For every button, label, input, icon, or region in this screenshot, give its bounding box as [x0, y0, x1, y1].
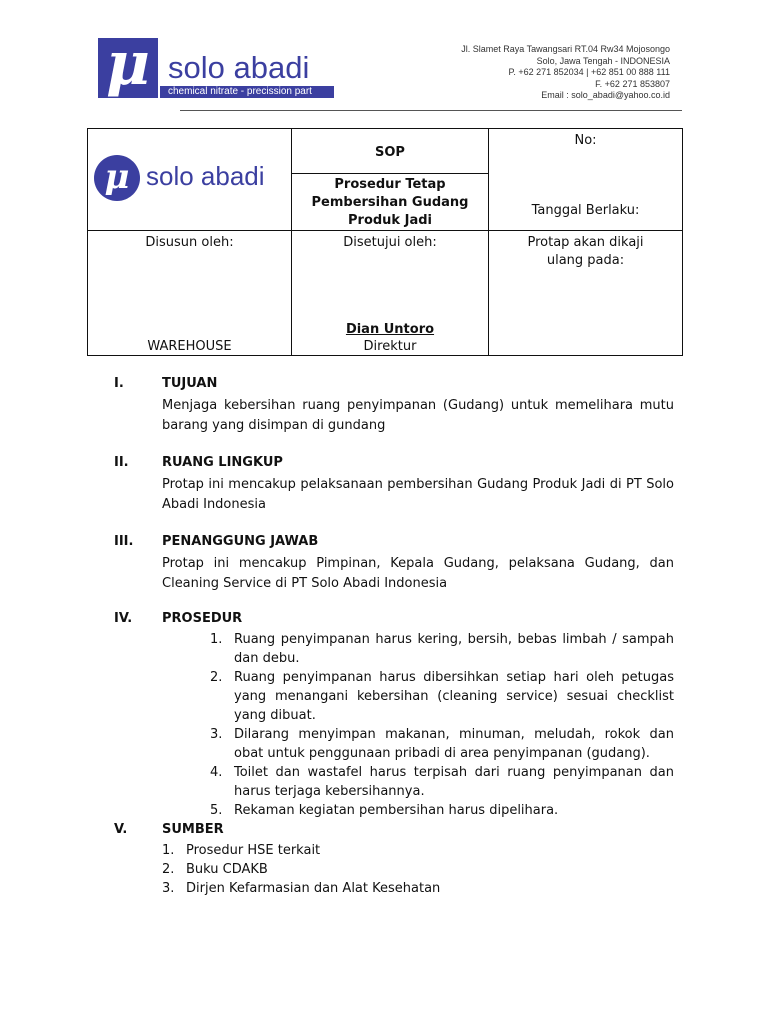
letterhead-company-name: solo abadi — [168, 50, 310, 85]
address-line: P. +62 271 852034 | +62 851 00 888 111 — [508, 67, 670, 77]
address-line: Email : solo_abadi@yahoo.co.id — [541, 90, 670, 100]
review-cell — [489, 231, 683, 356]
table-logo-cell — [88, 129, 292, 231]
approver-role: Direktur — [363, 339, 417, 354]
sop-title: Prosedur Tetap Pembersihan Gudang Produk Jadi — [292, 174, 489, 231]
section-title: SUMBER — [162, 822, 224, 837]
section-title: PENANGGUNG JAWAB — [162, 534, 319, 549]
letterhead-tagline: chemical nitrate - precission part — [160, 86, 334, 98]
section-title: RUANG LINGKUP — [162, 455, 283, 470]
section-title: PROSEDUR — [162, 611, 243, 626]
document-number-cell — [489, 129, 683, 231]
list-item: 1. Prosedur HSE terkait — [162, 843, 321, 858]
table-logo-mark: μ — [94, 155, 140, 201]
list-item: 5. Rekaman kegiatan pembersihan harus dipelihara. — [210, 803, 559, 818]
prepared-by-value: WAREHOUSE — [147, 339, 232, 354]
section-number: V. — [114, 822, 128, 837]
section-number: I. — [114, 376, 124, 391]
list-item: 4. Toilet dan wastafel harus terpisah dari ruang penyimpanan dan harus terjaga kebersihannya. — [210, 765, 674, 799]
section-body: Protap ini mencakup pelaksanaan pembersihan Gudang Produk Jadi di PT Solo Abadi Indonesia — [162, 477, 674, 512]
section-title: TUJUAN — [162, 376, 218, 391]
section-number: III. — [114, 534, 134, 549]
letterhead-address — [461, 44, 670, 102]
approved-by-label: Disetujui oleh: — [343, 235, 437, 250]
procedure-list — [210, 630, 674, 820]
sop-header-table — [87, 128, 683, 356]
prepared-by-label: Disusun oleh: — [145, 235, 234, 250]
letterhead-divider — [180, 110, 682, 111]
address-line: Solo, Jawa Tengah - INDONESIA — [536, 55, 670, 66]
address-line: F. +62 271 853807 — [595, 78, 670, 89]
list-item: 1. Ruang penyimpanan harus kering, bersih, bebas limbah / sampah dan debu. — [210, 632, 674, 666]
source-list — [162, 841, 674, 898]
list-item: 2. Ruang penyimpanan harus dibersihkan setiap hari oleh petugas yang menangani kebersihan (cleaning service) sesuai checklist yang dibuat. — [210, 670, 674, 723]
table-logo-name: solo abadi — [146, 161, 265, 191]
no-label: No: — [574, 133, 597, 148]
section-number: IV. — [114, 611, 133, 626]
address-line: Jl. Slamet Raya Tawangsari RT.04 Rw34 Mojosongo — [461, 44, 670, 54]
section-number: II. — [114, 455, 129, 470]
company-logo-mark — [98, 29, 158, 99]
prepared-by-cell — [88, 231, 292, 356]
list-item: 3. Dilarang menyimpan makanan, minuman, meludah, rokok dan obat untuk penggunaan pribadi di area penyimpanan (gudang). — [210, 727, 674, 761]
section-body: Protap ini mencakup Pimpinan, Kepala Gudang, pelaksana Gudang, dan Cleaning Service di PT Solo Abadi Indonesia — [162, 556, 674, 591]
list-item: 3. Dirjen Kefarmasian dan Alat Kesehatan — [162, 881, 441, 896]
list-item: 2. Buku CDAKB — [162, 862, 268, 877]
mu-logo-glyph: μ — [106, 29, 150, 99]
sop-label: SOP — [292, 129, 489, 174]
approved-by-cell — [292, 231, 489, 356]
effective-date-label: Tanggal Berlaku: — [531, 203, 640, 218]
approver-name: Dian Untoro — [345, 322, 435, 337]
section-body: Menjaga kebersihan ruang penyimpanan (Gudang) untuk memelihara mutu barang yang disimpan di gundang — [162, 398, 674, 433]
review-label: Protap akan dikaji ulang pada: — [527, 235, 644, 268]
